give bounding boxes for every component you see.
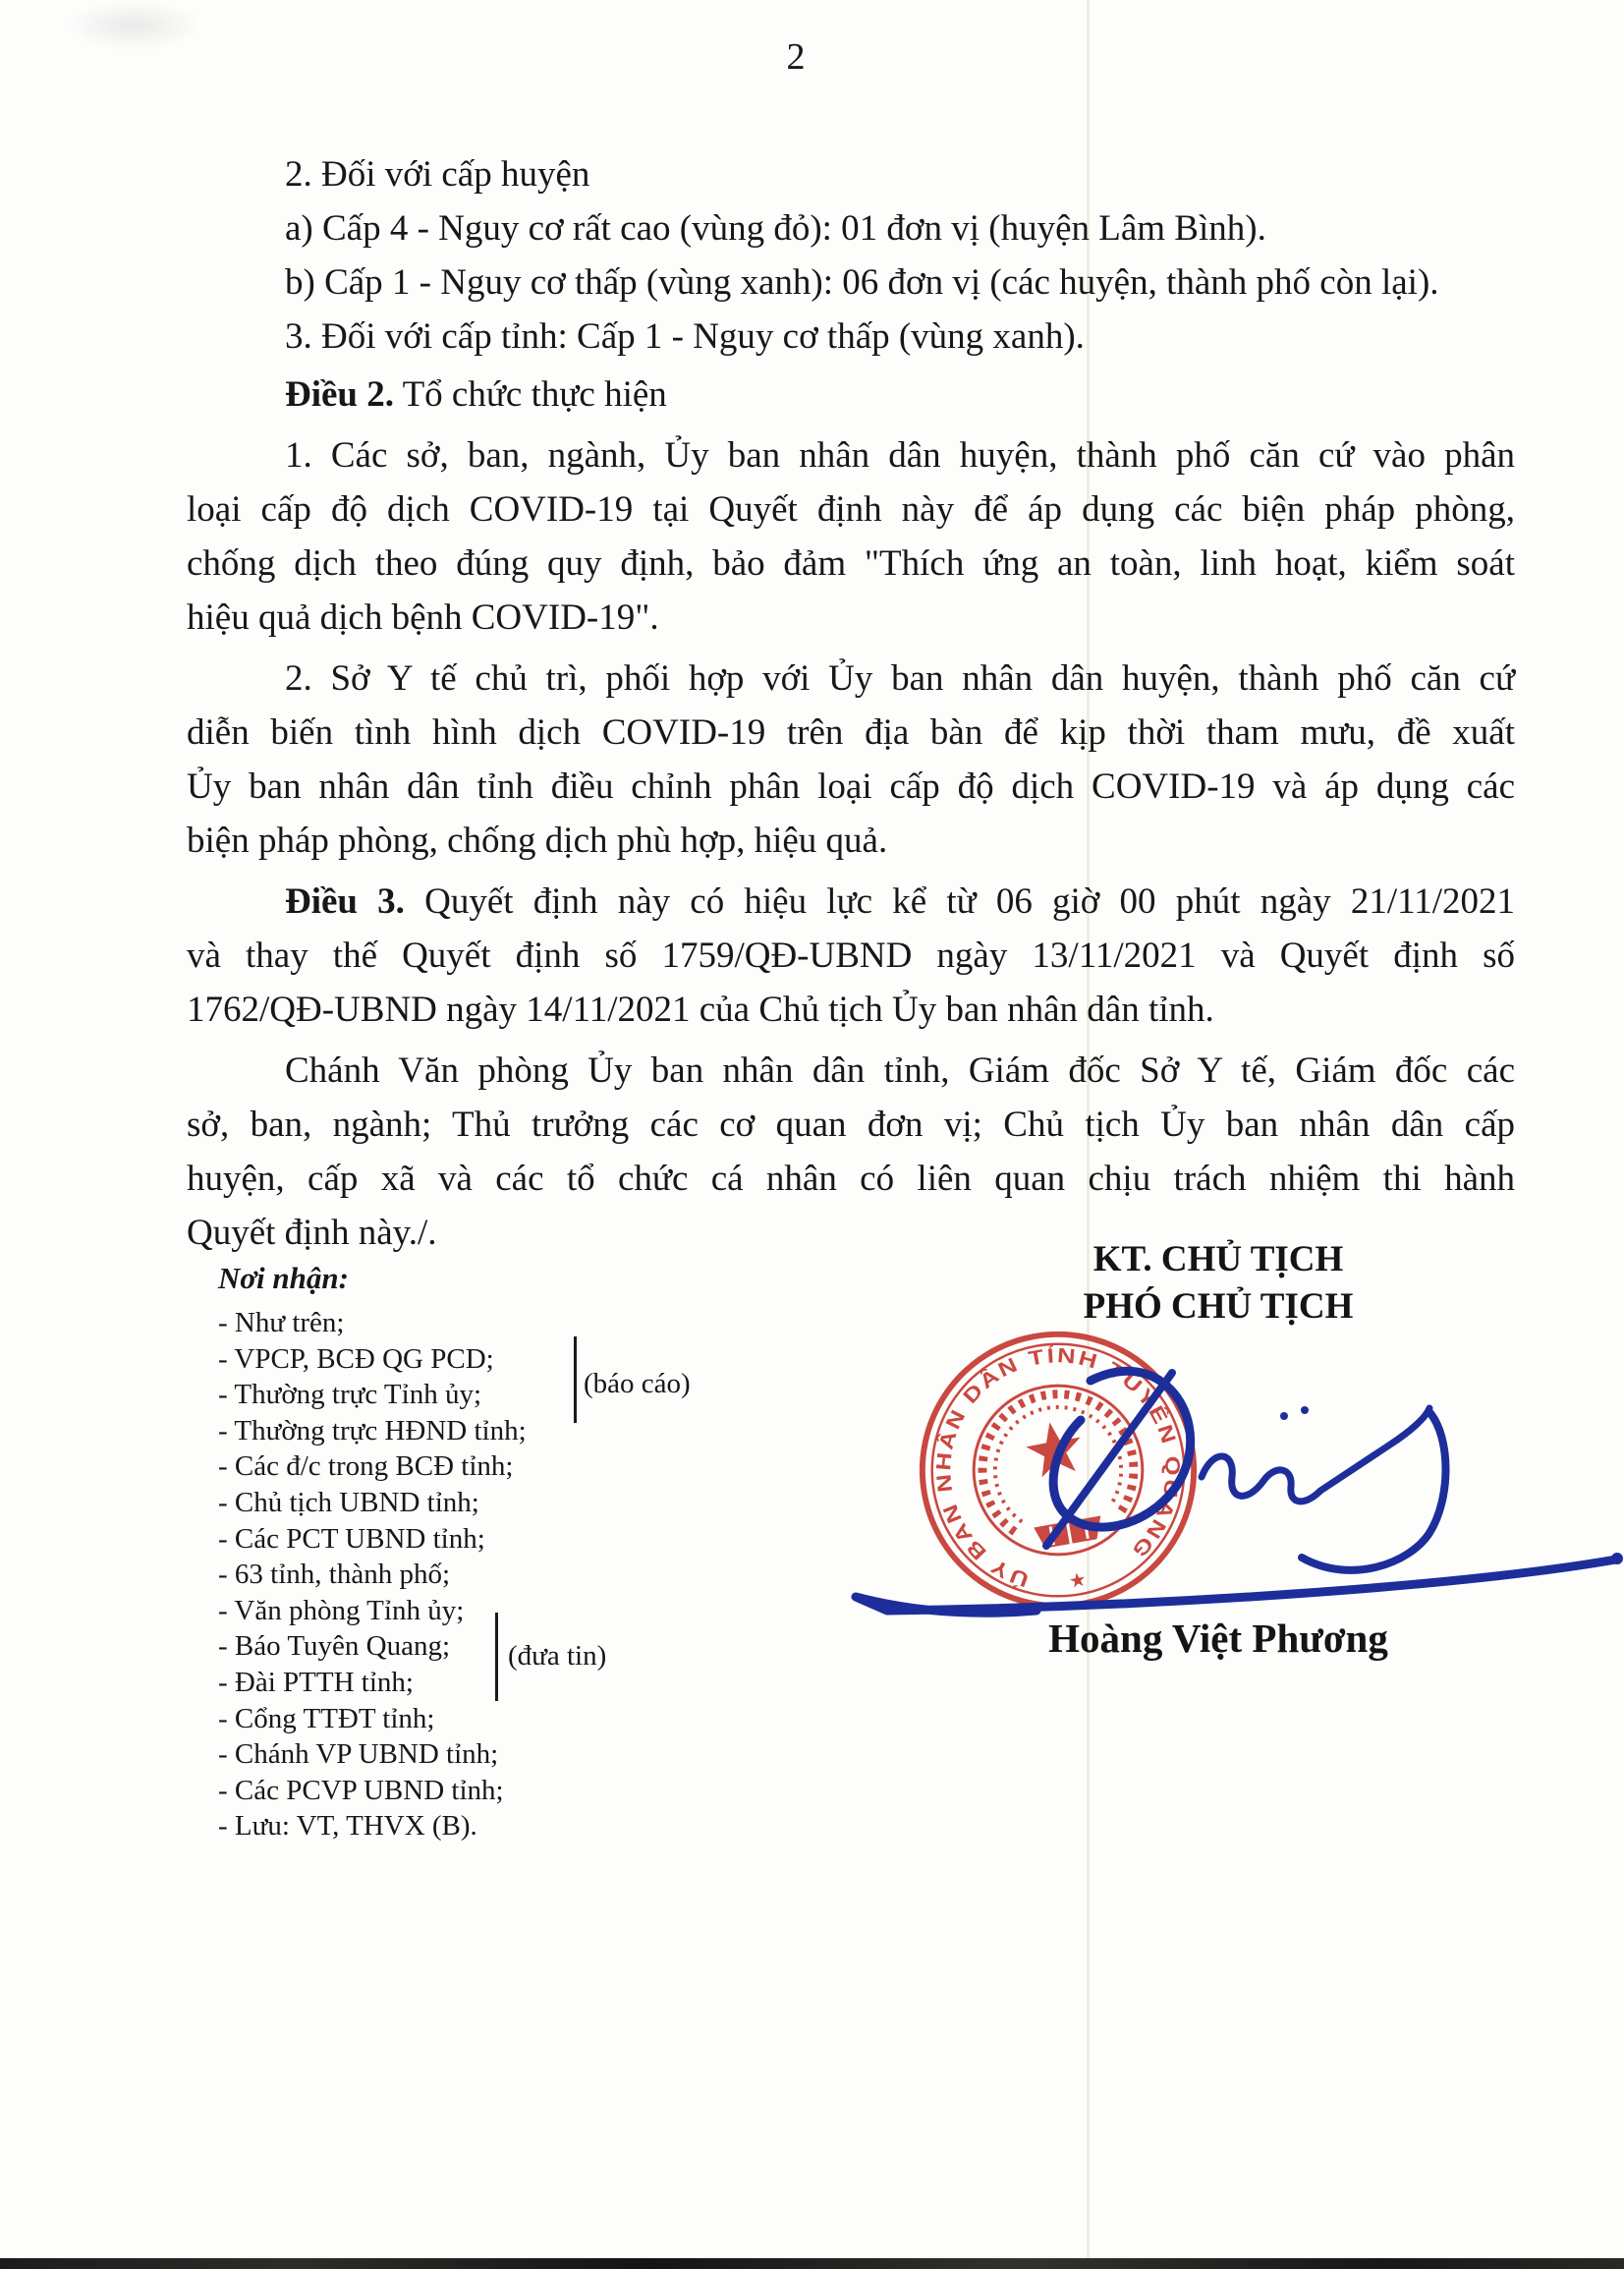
signature-dot [1301, 1406, 1309, 1414]
signature-pen-blob [1611, 1553, 1623, 1564]
recipient-item: - 63 tỉnh, thành phố; [218, 1559, 451, 1591]
signature-flourish-stroke [856, 1560, 1616, 1613]
recipient-item: - Đài PTTH tỉnh; [218, 1666, 414, 1698]
signer-title-kt: KT. CHỦ TỊCH [1092, 1239, 1344, 1279]
text-line: 2. Đối với cấp huyện [285, 154, 590, 195]
news-group-bar [495, 1613, 498, 1701]
text-line: 1. Các sở, ban, ngành, Ủy ban nhân dân huyện, thành phố căn cứ vào phân [285, 435, 1515, 476]
scan-bottom-edge [0, 2258, 1624, 2269]
text-line: Điều 3. Quyết định này có hiệu lực kể từ 06 giờ 00 phút ngày 21/11/2021 [285, 881, 1515, 922]
report-group-label: (báo cáo) [584, 1368, 691, 1399]
signature-slash-stroke [1046, 1373, 1172, 1546]
recipient-item: - Cổng TTĐT tỉnh; [218, 1702, 435, 1734]
recipient-item: - Lưu: VT, THVX (B). [218, 1810, 477, 1843]
text-line: chống dịch theo đúng quy định, bảo đảm "Thích ứng an toàn, linh hoạt, kiểm soát [187, 543, 1515, 584]
text-line: Ủy ban nhân dân tỉnh điều chỉnh phân loại cấp độ dịch COVID-19 và áp dụng các [187, 766, 1515, 807]
paragraph [187, 201, 1515, 255]
recipient-item: - Báo Tuyên Quang; [218, 1630, 451, 1663]
paragraph [187, 875, 1515, 1037]
news-group-label: (đưa tin) [508, 1640, 607, 1672]
recipient-item: - Chánh VP UBND tỉnh; [218, 1738, 499, 1771]
report-group-bar [574, 1336, 577, 1423]
text-line: biện pháp phòng, chống dịch phù hợp, hiệu quả. [187, 821, 888, 861]
paragraph [187, 652, 1515, 868]
recipient-item: - Thường trực Tỉnh ủy; [218, 1379, 482, 1411]
signature-block [1002, 1236, 1434, 1331]
recipient-item: - VPCP, BCĐ QG PCD; [218, 1342, 494, 1375]
text-line: huyện, cấp xã và các tổ chức cá nhân có liên quan chịu trách nhiệm thi hành [187, 1159, 1515, 1199]
text-line: Chánh Văn phòng Ủy ban nhân dân tỉnh, Giám đốc Sở Y tế, Giám đốc các [285, 1050, 1515, 1091]
recipient-item: - Các đ/c trong BCĐ tỉnh; [218, 1450, 514, 1483]
signature-scribble-stroke [1202, 1408, 1429, 1502]
signer-name: Hoàng Việt Phương [1048, 1616, 1388, 1661]
signer-title-position: PHÓ CHỦ TỊCH [1083, 1286, 1354, 1327]
text-line: và thay thế Quyết định số 1759/QĐ-UBND ngày 13/11/2021 và Quyết định số [187, 936, 1515, 976]
text-line: hiệu quả dịch bệnh COVID-19". [187, 597, 659, 638]
recipients-heading: Nơi nhận: [218, 1261, 349, 1295]
paragraph [187, 1044, 1515, 1260]
text-line: sở, ban, ngành; Thủ trưởng các cơ quan đơn vị; Chủ tịch Ủy ban nhân dân cấp [187, 1105, 1515, 1145]
page-number: 2 [786, 36, 806, 78]
recipient-item: - Như trên; [218, 1307, 345, 1338]
text-line: Quyết định này./. [187, 1213, 437, 1253]
stamp-ring-text: ỦY BAN NHÂN DÂN TỈNH TUYÊN QUANG [932, 1344, 1184, 1592]
signature-ink [840, 1351, 1624, 1636]
recipient-item: - Các PCT UBND tỉnh; [218, 1522, 485, 1555]
text-line: loại cấp độ dịch COVID-19 tại Quyết định này để áp dụng các biện pháp phòng, [187, 489, 1515, 530]
recipient-item: - Thường trực HĐND tỉnh; [218, 1414, 527, 1446]
recipient-item: - Văn phòng Tỉnh ủy; [218, 1594, 465, 1626]
recipient-item: - Chủ tịch UBND tỉnh; [218, 1486, 479, 1518]
paragraph [187, 428, 1515, 645]
text-line: b) Cấp 1 - Nguy cơ thấp (vùng xanh): 06 đơn vị (các huyện, thành phố còn lại). [285, 262, 1439, 303]
paragraph [187, 147, 1515, 201]
signature-dot [1280, 1412, 1288, 1420]
recipients-list [218, 1305, 527, 1844]
text-line: 3. Đối với cấp tỉnh: Cấp 1 - Nguy cơ thấp (vùng xanh). [285, 316, 1085, 357]
text-line: diễn biến tình hình dịch COVID-19 trên địa bàn để kịp thời tham mưu, đề xuất [187, 712, 1515, 753]
text-line: a) Cấp 4 - Nguy cơ rất cao (vùng đỏ): 01 đơn vị (huyện Lâm Bình). [285, 208, 1266, 249]
recipient-item: - Các PCVP UBND tỉnh; [218, 1774, 504, 1806]
text-line: 2. Sở Y tế chủ trì, phối hợp với Ủy ban nhân dân huyện, thành phố căn cứ [285, 658, 1515, 699]
paragraph [187, 368, 1515, 422]
text-line: 1762/QĐ-UBND ngày 14/11/2021 của Chủ tịch Ủy ban nhân dân tỉnh. [187, 990, 1214, 1030]
stamp-bottom-star: ★ [1067, 1568, 1089, 1594]
paragraph [187, 255, 1515, 310]
recipients-section [218, 1261, 527, 1844]
document-body [187, 147, 1515, 1260]
text-line: Điều 2. Tổ chức thực hiện [285, 374, 667, 415]
paragraph [187, 310, 1515, 364]
